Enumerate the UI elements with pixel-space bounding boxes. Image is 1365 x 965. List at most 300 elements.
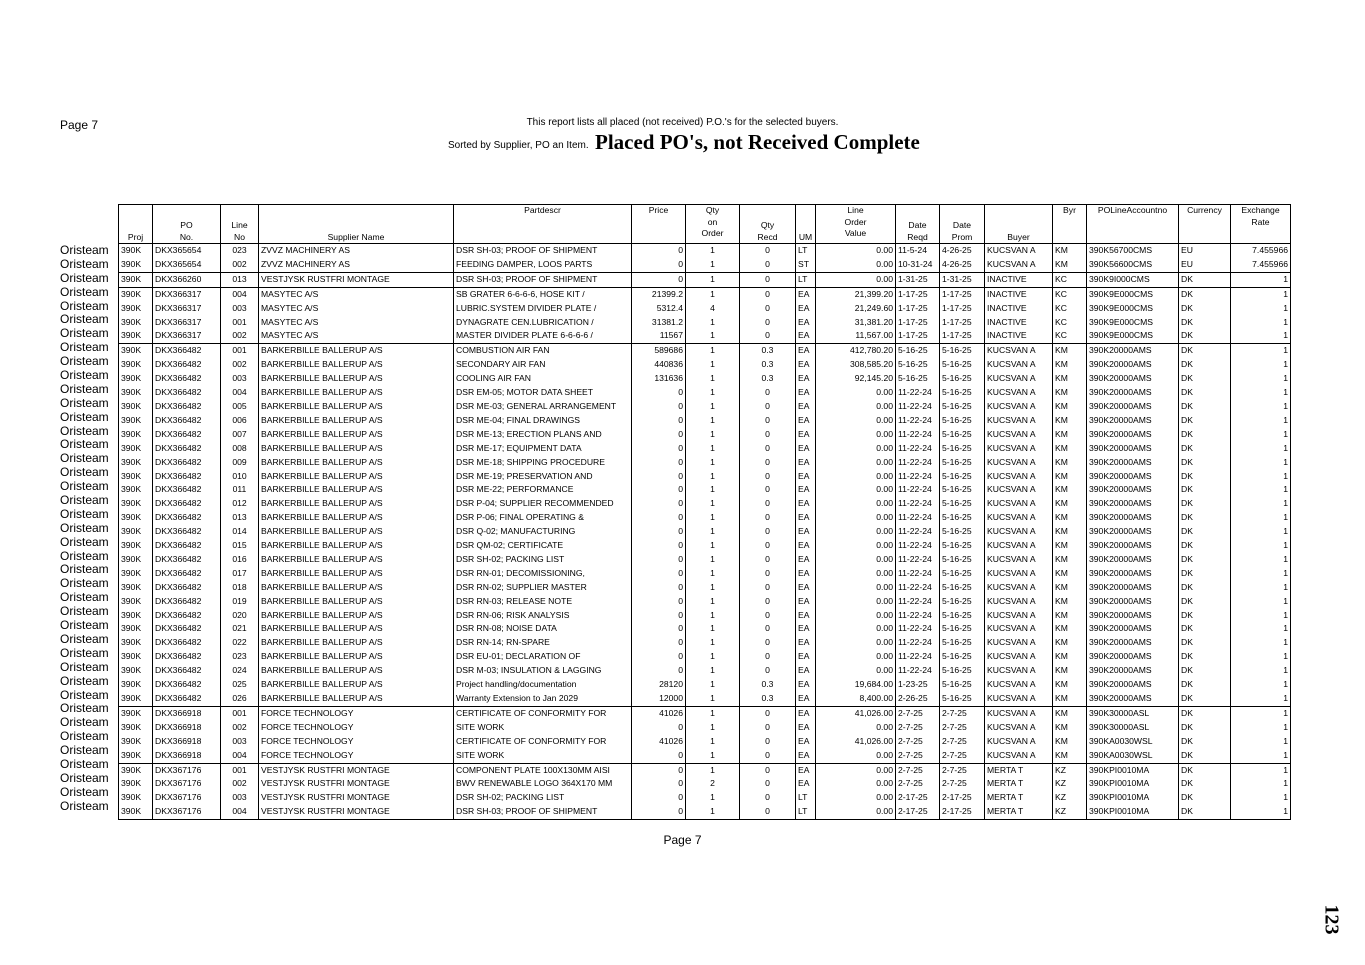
cell-currency: DK — [1179, 706, 1231, 720]
cell-partdescr: CERTIFICATE OF CONFORMITY FOR — [454, 735, 632, 749]
cell-supplier: BARKERBILLE BALLERUP A/S — [259, 609, 454, 623]
cell-date-reqd: 11-22-24 — [896, 400, 940, 414]
cell-byr: KM — [1053, 735, 1087, 749]
cell-proj: 390K — [119, 456, 153, 470]
cell-partdescr: SECONDARY AIR FAN — [454, 358, 632, 372]
header-line: Line No — [221, 205, 259, 244]
cell-supplier: VESTJYSK RUSTFRI MONTAGE — [259, 763, 454, 777]
cell-byr: KM — [1053, 470, 1087, 484]
cell-price: 0 — [632, 609, 686, 623]
cell-rate: 1 — [1231, 302, 1291, 316]
cell-rate: 1 — [1231, 386, 1291, 400]
cell-account: 390KPI0010MA — [1087, 791, 1179, 805]
cell-byr: KM — [1053, 511, 1087, 525]
cell-buyer: KUCSVAN A — [985, 456, 1053, 470]
cell-um: EA — [796, 372, 816, 386]
table-row — [119, 805, 1291, 819]
cell-partdescr: DSR RN-03; RELEASE NOTE — [454, 595, 632, 609]
cell-supplier: BARKERBILLE BALLERUP A/S — [259, 650, 454, 664]
cell-date-prom: 2-7-25 — [940, 749, 985, 763]
cell-partdescr: DYNAGRATE CEN.LUBRICATION / — [454, 316, 632, 330]
cell-supplier: BARKERBILLE BALLERUP A/S — [259, 428, 454, 442]
cell-line-value: 0.00 — [816, 595, 896, 609]
cell-account: 390K20000AMS — [1087, 358, 1179, 372]
row-label-oristeam: Oristeam — [60, 784, 109, 799]
cell-partdescr: DSR M-03; INSULATION & LAGGING — [454, 664, 632, 678]
cell-byr: KZ — [1053, 763, 1087, 777]
cell-date-prom: 1-31-25 — [940, 272, 985, 287]
cell-account: 390K20000AMS — [1087, 678, 1179, 692]
cell-line-value: 21,249.60 — [816, 302, 896, 316]
row-label-oristeam: Oristeam — [60, 576, 109, 591]
cell-qty-recd: 0.3 — [740, 344, 796, 358]
cell-supplier: VESTJYSK RUSTFRI MONTAGE — [259, 777, 454, 791]
row-label-oristeam: Oristeam — [60, 659, 109, 674]
cell-qty-order: 1 — [686, 400, 740, 414]
table-row — [119, 721, 1291, 735]
cell-supplier: BARKERBILLE BALLERUP A/S — [259, 358, 454, 372]
cell-um: EA — [796, 678, 816, 692]
cell-account: 390K56600CMS — [1087, 258, 1179, 272]
cell-account: 390K20000AMS — [1087, 595, 1179, 609]
table-row — [119, 553, 1291, 567]
cell-line-value: 0.00 — [816, 525, 896, 539]
cell-price: 0 — [632, 622, 686, 636]
cell-byr: KM — [1053, 692, 1087, 706]
cell-supplier: BARKERBILLE BALLERUP A/S — [259, 470, 454, 484]
cell-rate: 1 — [1231, 664, 1291, 678]
cell-date-reqd: 11-22-24 — [896, 553, 940, 567]
cell-partdescr: DSR P-06; FINAL OPERATING & — [454, 511, 632, 525]
cell-byr: KM — [1053, 581, 1087, 595]
row-label-oristeam: Oristeam — [60, 743, 109, 758]
cell-proj: 390K — [119, 581, 153, 595]
cell-date-reqd: 2-17-25 — [896, 805, 940, 819]
cell-price: 12000 — [632, 692, 686, 706]
cell-proj: 390K — [119, 567, 153, 581]
cell-qty-order: 1 — [686, 244, 740, 258]
cell-partdescr: DSR RN-01; DECOMISSIONING, — [454, 567, 632, 581]
cell-po: DKX366482 — [153, 414, 221, 428]
cell-qty-order: 1 — [686, 428, 740, 442]
cell-partdescr: SB GRATER 6-6-6-6, HOSE KIT / — [454, 287, 632, 301]
cell-buyer: KUCSVAN A — [985, 581, 1053, 595]
cell-partdescr: DSR RN-06; RISK ANALYSIS — [454, 609, 632, 623]
cell-date-prom: 5-16-25 — [940, 483, 985, 497]
cell-qty-order: 1 — [686, 372, 740, 386]
table-row — [119, 609, 1291, 623]
cell-line-value: 0.00 — [816, 763, 896, 777]
cell-um: EA — [796, 470, 816, 484]
cell-line: 002 — [221, 721, 259, 735]
cell-currency: DK — [1179, 344, 1231, 358]
cell-line-value: 0.00 — [816, 581, 896, 595]
cell-line: 021 — [221, 622, 259, 636]
cell-date-prom: 5-16-25 — [940, 358, 985, 372]
cell-account: 390K20000AMS — [1087, 692, 1179, 706]
table-row — [119, 316, 1291, 330]
cell-byr: KM — [1053, 636, 1087, 650]
cell-currency: DK — [1179, 609, 1231, 623]
cell-date-reqd: 5-16-25 — [896, 358, 940, 372]
cell-account: 390K20000AMS — [1087, 372, 1179, 386]
table-header-row — [119, 205, 1291, 244]
cell-buyer: KUCSVAN A — [985, 511, 1053, 525]
cell-po: DKX367176 — [153, 791, 221, 805]
cell-proj: 390K — [119, 302, 153, 316]
cell-qty-recd: 0 — [740, 791, 796, 805]
cell-um: EA — [796, 302, 816, 316]
table-row — [119, 581, 1291, 595]
cell-qty-order: 1 — [686, 525, 740, 539]
cell-qty-order: 1 — [686, 287, 740, 301]
cell-line: 002 — [221, 258, 259, 272]
cell-price: 0 — [632, 567, 686, 581]
cell-proj: 390K — [119, 650, 153, 664]
row-label-oristeam: Oristeam — [60, 368, 109, 383]
row-label-oristeam: Oristeam — [60, 548, 109, 563]
table-row — [119, 358, 1291, 372]
cell-currency: DK — [1179, 692, 1231, 706]
cell-account: 390K20000AMS — [1087, 609, 1179, 623]
header-po: PO No. — [153, 205, 221, 244]
cell-line: 017 — [221, 567, 259, 581]
cell-um: ST — [796, 258, 816, 272]
cell-qty-order: 1 — [686, 483, 740, 497]
cell-po: DKX365654 — [153, 244, 221, 258]
cell-buyer: KUCSVAN A — [985, 622, 1053, 636]
cell-line-value: 0.00 — [816, 777, 896, 791]
cell-date-reqd: 11-22-24 — [896, 386, 940, 400]
cell-account: 390K20000AMS — [1087, 539, 1179, 553]
header-partdescr: Partdescr — [454, 205, 632, 244]
cell-po: DKX366482 — [153, 553, 221, 567]
cell-rate: 1 — [1231, 609, 1291, 623]
cell-proj: 390K — [119, 344, 153, 358]
cell-supplier: BARKERBILLE BALLERUP A/S — [259, 400, 454, 414]
cell-um: EA — [796, 511, 816, 525]
cell-byr: KC — [1053, 272, 1087, 287]
cell-partdescr: COOLING AIR FAN — [454, 372, 632, 386]
cell-buyer: MERTA T — [985, 777, 1053, 791]
cell-line-value: 0.00 — [816, 497, 896, 511]
table-row — [119, 622, 1291, 636]
cell-currency: DK — [1179, 358, 1231, 372]
row-label-oristeam: Oristeam — [60, 340, 109, 355]
cell-qty-order: 1 — [686, 272, 740, 287]
table-row — [119, 386, 1291, 400]
header-account: POLineAccountno — [1087, 205, 1179, 244]
cell-account: 390K30000ASL — [1087, 706, 1179, 720]
cell-date-reqd: 11-22-24 — [896, 595, 940, 609]
table-row — [119, 456, 1291, 470]
cell-qty-order: 1 — [686, 497, 740, 511]
cell-date-prom: 5-16-25 — [940, 372, 985, 386]
cell-account: 390K20000AMS — [1087, 581, 1179, 595]
cell-rate: 1 — [1231, 372, 1291, 386]
cell-um: EA — [796, 553, 816, 567]
cell-supplier: BARKERBILLE BALLERUP A/S — [259, 678, 454, 692]
cell-qty-recd: 0 — [740, 805, 796, 819]
cell-currency: DK — [1179, 636, 1231, 650]
cell-date-reqd: 11-22-24 — [896, 428, 940, 442]
cell-qty-order: 1 — [686, 595, 740, 609]
cell-date-reqd: 2-7-25 — [896, 735, 940, 749]
header-line-value: Line Order Value — [816, 205, 896, 244]
cell-partdescr: COMPONENT PLATE 100X130MM AISI — [454, 763, 632, 777]
cell-qty-recd: 0 — [740, 386, 796, 400]
cell-proj: 390K — [119, 497, 153, 511]
cell-um: EA — [796, 664, 816, 678]
cell-price: 0 — [632, 595, 686, 609]
cell-date-reqd: 2-7-25 — [896, 721, 940, 735]
cell-partdescr: DSR ME-17; EQUIPMENT DATA — [454, 442, 632, 456]
cell-price: 0 — [632, 721, 686, 735]
cell-rate: 1 — [1231, 272, 1291, 287]
cell-proj: 390K — [119, 777, 153, 791]
cell-um: EA — [796, 539, 816, 553]
cell-buyer: KUCSVAN A — [985, 567, 1053, 581]
cell-line: 006 — [221, 414, 259, 428]
cell-supplier: BARKERBILLE BALLERUP A/S — [259, 442, 454, 456]
cell-rate: 1 — [1231, 287, 1291, 301]
cell-um: EA — [796, 329, 816, 343]
cell-account: 390K20000AMS — [1087, 344, 1179, 358]
cell-date-reqd: 1-17-25 — [896, 316, 940, 330]
cell-line: 023 — [221, 650, 259, 664]
cell-line-value: 0.00 — [816, 636, 896, 650]
cell-partdescr: DSR ME-04; FINAL DRAWINGS — [454, 414, 632, 428]
row-label-oristeam: Oristeam — [60, 506, 109, 521]
cell-qty-recd: 0 — [740, 609, 796, 623]
cell-currency: DK — [1179, 763, 1231, 777]
cell-buyer: INACTIVE — [985, 287, 1053, 301]
cell-currency: DK — [1179, 749, 1231, 763]
cell-po: DKX366482 — [153, 567, 221, 581]
cell-rate: 1 — [1231, 442, 1291, 456]
cell-date-prom: 5-16-25 — [940, 470, 985, 484]
cell-rate: 1 — [1231, 358, 1291, 372]
cell-price: 28120 — [632, 678, 686, 692]
cell-buyer: KUCSVAN A — [985, 749, 1053, 763]
cell-proj: 390K — [119, 316, 153, 330]
cell-rate: 1 — [1231, 749, 1291, 763]
cell-partdescr: COMBUSTION AIR FAN — [454, 344, 632, 358]
cell-qty-recd: 0 — [740, 721, 796, 735]
cell-supplier: MASYTEC A/S — [259, 316, 454, 330]
cell-line: 026 — [221, 692, 259, 706]
cell-date-reqd: 11-22-24 — [896, 511, 940, 525]
cell-byr: KM — [1053, 358, 1087, 372]
cell-supplier: FORCE TECHNOLOGY — [259, 721, 454, 735]
cell-supplier: FORCE TECHNOLOGY — [259, 735, 454, 749]
header-supplier: Supplier Name — [259, 205, 454, 244]
row-label-oristeam: Oristeam — [60, 770, 109, 785]
cell-partdescr: DSR RN-08; NOISE DATA — [454, 622, 632, 636]
cell-supplier: VESTJYSK RUSTFRI MONTAGE — [259, 791, 454, 805]
header-rate: Exchange Rate — [1231, 205, 1291, 244]
cell-rate: 1 — [1231, 329, 1291, 343]
cell-partdescr: DSR ME-13; ERECTION PLANS AND — [454, 428, 632, 442]
cell-line: 004 — [221, 749, 259, 763]
cell-line-value: 412,780.20 — [816, 344, 896, 358]
cell-date-reqd: 11-22-24 — [896, 650, 940, 664]
cell-supplier: MASYTEC A/S — [259, 302, 454, 316]
cell-date-prom: 5-16-25 — [940, 525, 985, 539]
cell-qty-recd: 0 — [740, 735, 796, 749]
row-label-oristeam: Oristeam — [60, 798, 109, 813]
table-row — [119, 244, 1291, 258]
cell-currency: DK — [1179, 442, 1231, 456]
cell-line: 014 — [221, 525, 259, 539]
cell-qty-recd: 0.3 — [740, 692, 796, 706]
cell-po: DKX366260 — [153, 272, 221, 287]
cell-rate: 1 — [1231, 553, 1291, 567]
cell-partdescr: SITE WORK — [454, 749, 632, 763]
cell-um: EA — [796, 497, 816, 511]
cell-price: 0 — [632, 400, 686, 414]
cell-proj: 390K — [119, 272, 153, 287]
cell-supplier: BARKERBILLE BALLERUP A/S — [259, 636, 454, 650]
cell-date-prom: 5-16-25 — [940, 539, 985, 553]
cell-qty-recd: 0 — [740, 244, 796, 258]
cell-price: 0 — [632, 805, 686, 819]
cell-price: 0 — [632, 763, 686, 777]
cell-line-value: 0.00 — [816, 272, 896, 287]
table-row — [119, 372, 1291, 386]
cell-um: EA — [796, 706, 816, 720]
cell-po: DKX366482 — [153, 386, 221, 400]
cell-buyer: INACTIVE — [985, 316, 1053, 330]
cell-rate: 1 — [1231, 456, 1291, 470]
cell-account: 390KPI0010MA — [1087, 763, 1179, 777]
table-row — [119, 567, 1291, 581]
cell-byr: KM — [1053, 749, 1087, 763]
cell-supplier: FORCE TECHNOLOGY — [259, 706, 454, 720]
row-label-oristeam: Oristeam — [60, 645, 109, 660]
table-row — [119, 525, 1291, 539]
cell-po: DKX366482 — [153, 372, 221, 386]
cell-proj: 390K — [119, 511, 153, 525]
cell-qty-order: 1 — [686, 316, 740, 330]
cell-proj: 390K — [119, 678, 153, 692]
cell-qty-order: 1 — [686, 692, 740, 706]
cell-line: 022 — [221, 636, 259, 650]
row-label-oristeam: Oristeam — [60, 701, 109, 716]
cell-line-value: 0.00 — [816, 721, 896, 735]
table-row — [119, 664, 1291, 678]
cell-supplier: BARKERBILLE BALLERUP A/S — [259, 664, 454, 678]
cell-price: 0 — [632, 749, 686, 763]
cell-buyer: KUCSVAN A — [985, 483, 1053, 497]
cell-um: LT — [796, 805, 816, 819]
cell-po: DKX366317 — [153, 316, 221, 330]
cell-price: 0 — [632, 581, 686, 595]
cell-qty-recd: 0 — [740, 777, 796, 791]
cell-price: 0 — [632, 636, 686, 650]
cell-buyer: KUCSVAN A — [985, 609, 1053, 623]
cell-line-value: 0.00 — [816, 553, 896, 567]
row-label-oristeam: Oristeam — [60, 562, 109, 577]
cell-qty-order: 1 — [686, 721, 740, 735]
cell-qty-recd: 0 — [740, 316, 796, 330]
cell-currency: DK — [1179, 735, 1231, 749]
cell-qty-order: 1 — [686, 386, 740, 400]
cell-po: DKX366482 — [153, 358, 221, 372]
cell-date-prom: 4-26-25 — [940, 244, 985, 258]
cell-po: DKX366482 — [153, 622, 221, 636]
cell-qty-recd: 0 — [740, 400, 796, 414]
sort-note: Sorted by Supplier, PO an Item. — [448, 140, 589, 151]
cell-um: EA — [796, 650, 816, 664]
cell-line-value: 0.00 — [816, 622, 896, 636]
cell-date-prom: 5-16-25 — [940, 386, 985, 400]
cell-line-value: 0.00 — [816, 664, 896, 678]
cell-currency: DK — [1179, 567, 1231, 581]
cell-proj: 390K — [119, 539, 153, 553]
cell-line-value: 0.00 — [816, 386, 896, 400]
cell-date-reqd: 11-22-24 — [896, 567, 940, 581]
cell-qty-order: 1 — [686, 735, 740, 749]
cell-um: EA — [796, 287, 816, 301]
row-label-oristeam: Oristeam — [60, 395, 109, 410]
cell-currency: DK — [1179, 553, 1231, 567]
cell-proj: 390K — [119, 609, 153, 623]
cell-price: 0 — [632, 525, 686, 539]
row-label-oristeam: Oristeam — [60, 423, 109, 438]
cell-qty-recd: 0 — [740, 581, 796, 595]
cell-line: 003 — [221, 302, 259, 316]
cell-line: 001 — [221, 706, 259, 720]
cell-line: 013 — [221, 511, 259, 525]
cell-partdescr: DSR RN-14; RN-SPARE — [454, 636, 632, 650]
cell-account: 390KPI0010MA — [1087, 805, 1179, 819]
cell-byr: KM — [1053, 258, 1087, 272]
cell-partdescr: DSR SH-03; PROOF OF SHIPMENT — [454, 805, 632, 819]
cell-qty-order: 1 — [686, 650, 740, 664]
cell-line: 002 — [221, 358, 259, 372]
cell-price: 0 — [632, 258, 686, 272]
cell-account: 390K20000AMS — [1087, 650, 1179, 664]
cell-po: DKX366918 — [153, 749, 221, 763]
cell-currency: DK — [1179, 497, 1231, 511]
cell-partdescr: DSR EM-05; MOTOR DATA SHEET — [454, 386, 632, 400]
cell-um: EA — [796, 581, 816, 595]
cell-rate: 7.455966 — [1231, 244, 1291, 258]
cell-supplier: BARKERBILLE BALLERUP A/S — [259, 386, 454, 400]
cell-um: EA — [796, 483, 816, 497]
cell-date-prom: 5-16-25 — [940, 428, 985, 442]
cell-line: 010 — [221, 470, 259, 484]
cell-line: 004 — [221, 287, 259, 301]
cell-supplier: BARKERBILLE BALLERUP A/S — [259, 692, 454, 706]
cell-byr: KM — [1053, 678, 1087, 692]
cell-date-prom: 4-26-25 — [940, 258, 985, 272]
cell-rate: 1 — [1231, 581, 1291, 595]
cell-price: 0 — [632, 777, 686, 791]
cell-qty-order: 1 — [686, 805, 740, 819]
cell-qty-recd: 0 — [740, 539, 796, 553]
cell-qty-order: 2 — [686, 777, 740, 791]
cell-partdescr: DSR P-04; SUPPLIER RECOMMENDED — [454, 497, 632, 511]
cell-line-value: 8,400.00 — [816, 692, 896, 706]
cell-buyer: KUCSVAN A — [985, 244, 1053, 258]
cell-qty-recd: 0 — [740, 287, 796, 301]
cell-buyer: KUCSVAN A — [985, 735, 1053, 749]
cell-qty-order: 1 — [686, 636, 740, 650]
cell-account: 390K20000AMS — [1087, 386, 1179, 400]
cell-byr: KM — [1053, 442, 1087, 456]
